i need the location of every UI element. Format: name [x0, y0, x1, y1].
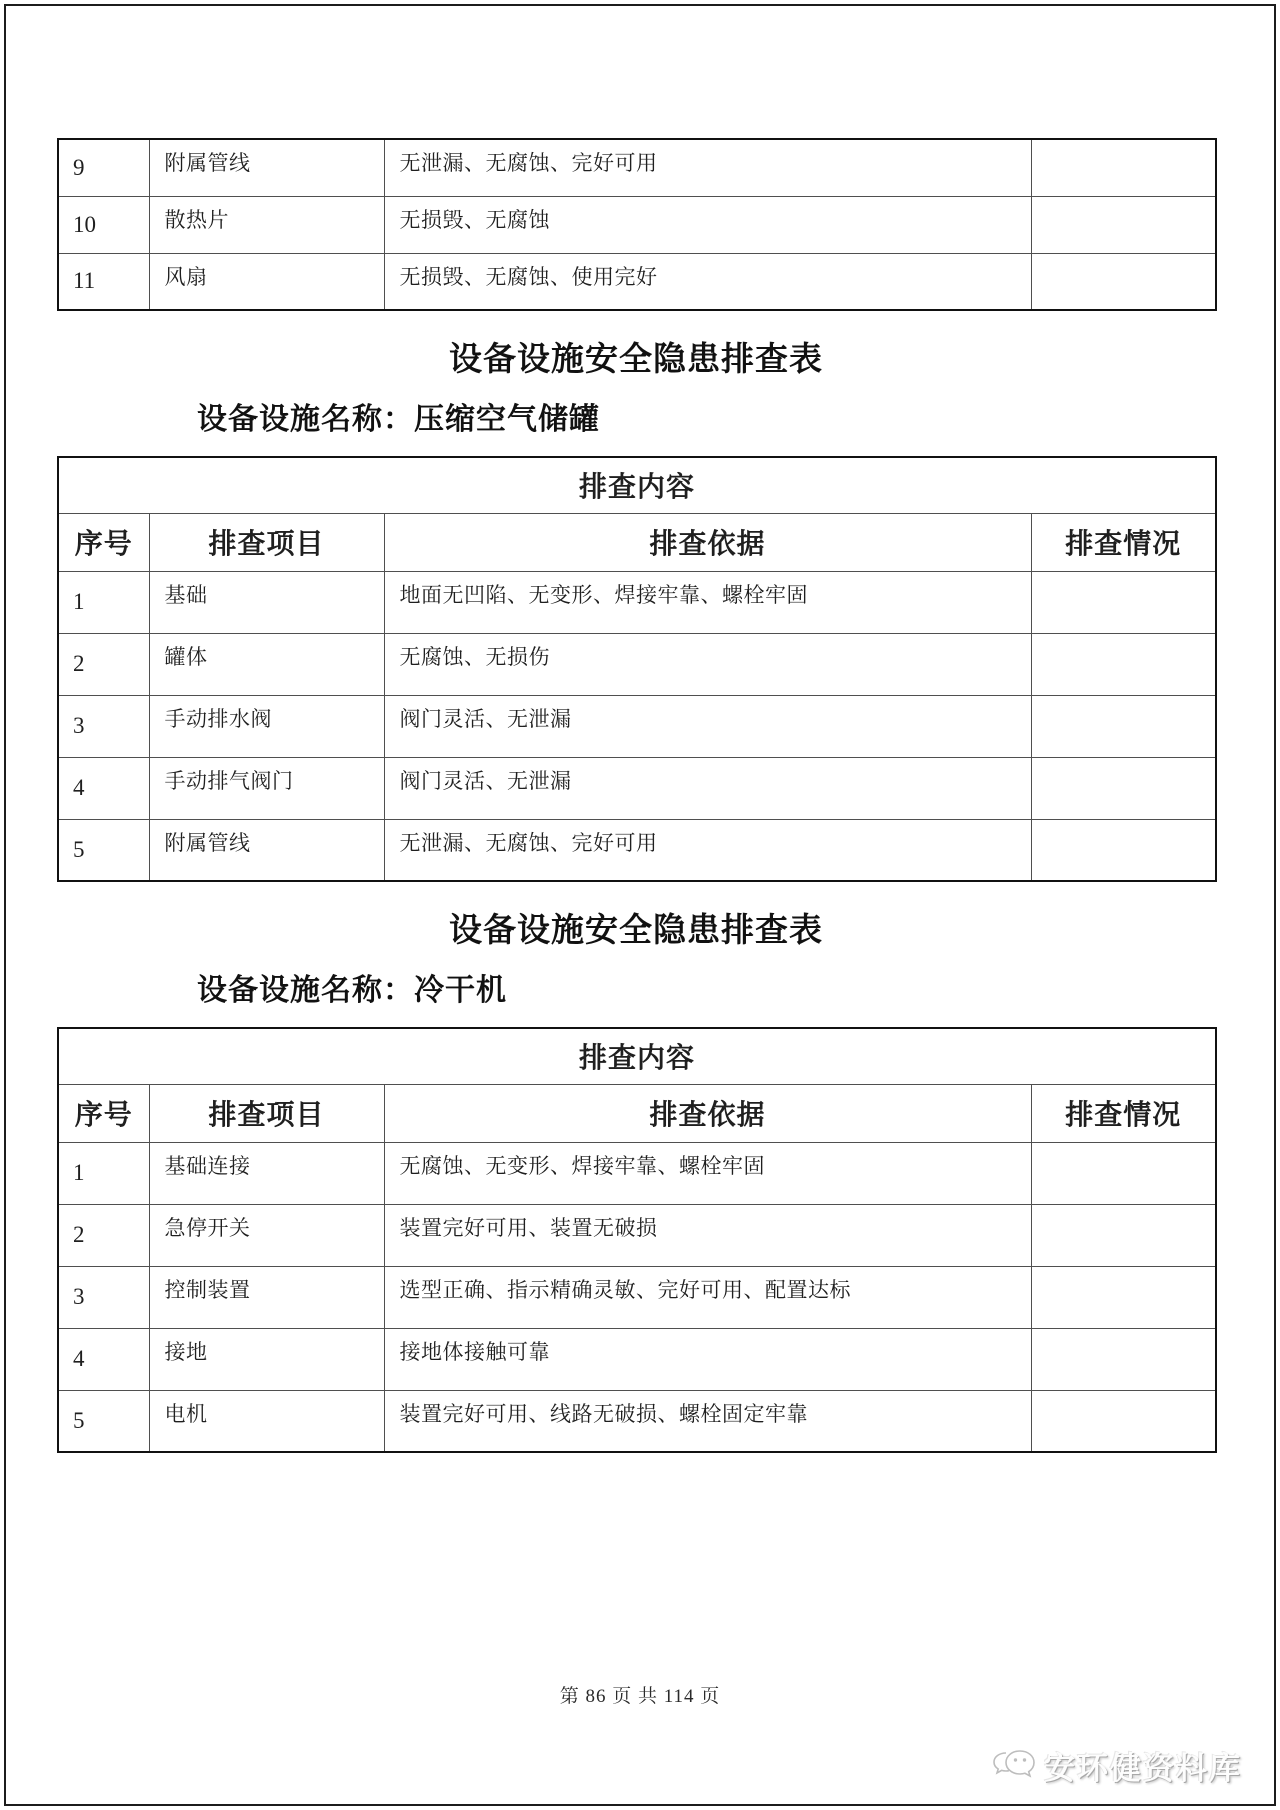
table-row — [58, 196, 1216, 253]
table-title: 设备设施安全隐患排查表 — [449, 340, 823, 377]
item-cell: 罐体 — [149, 633, 384, 695]
basis-cell: 阀门灵活、无泄漏 — [384, 695, 1031, 757]
table-row — [58, 1390, 1216, 1452]
row-number-cell: 4 — [58, 757, 149, 819]
column-header-no: 序号 — [58, 1084, 149, 1142]
column-header-item: 排查项目 — [149, 1084, 384, 1142]
item-cell: 附属管线 — [149, 139, 384, 196]
item-cell: 电机 — [149, 1390, 384, 1452]
situation-cell — [1031, 1204, 1216, 1266]
basis-cell: 无泄漏、无腐蚀、完好可用 — [384, 139, 1031, 196]
column-header-row — [58, 1084, 1216, 1142]
table-row — [58, 1266, 1216, 1328]
watermark — [992, 1743, 1242, 1788]
chat-bubbles-icon — [992, 1747, 1036, 1785]
table-row — [58, 1204, 1216, 1266]
situation-cell — [1031, 1328, 1216, 1390]
basis-cell: 接地体接触可靠 — [384, 1328, 1031, 1390]
column-header-basis: 排查依据 — [384, 513, 1031, 571]
basis-cell: 装置完好可用、线路无破损、螺栓固定牢靠 — [384, 1390, 1031, 1452]
basis-cell: 无腐蚀、无损伤 — [384, 633, 1031, 695]
item-cell: 基础 — [149, 571, 384, 633]
table-row — [58, 695, 1216, 757]
column-header-row — [58, 513, 1216, 571]
item-cell: 附属管线 — [149, 819, 384, 881]
situation-cell — [1031, 571, 1216, 633]
item-cell: 手动排气阀门 — [149, 757, 384, 819]
table-row — [58, 253, 1216, 310]
basis-cell: 无损毁、无腐蚀 — [384, 196, 1031, 253]
situation-cell — [1031, 1390, 1216, 1452]
row-number-cell: 2 — [58, 1204, 149, 1266]
situation-cell — [1031, 196, 1216, 253]
table-row — [58, 633, 1216, 695]
situation-cell — [1031, 139, 1216, 196]
basis-cell: 阀门灵活、无泄漏 — [384, 757, 1031, 819]
item-cell: 手动排水阀 — [149, 695, 384, 757]
row-number-cell: 9 — [58, 139, 149, 196]
basis-cell: 地面无凹陷、无变形、焊接牢靠、螺栓牢固 — [384, 571, 1031, 633]
row-number-cell: 11 — [58, 253, 149, 310]
table-row — [58, 1328, 1216, 1390]
content-header-cell: 排查内容 — [58, 457, 1216, 513]
inspection-table-air-tank — [57, 456, 1217, 882]
item-cell: 风扇 — [149, 253, 384, 310]
basis-cell: 无损毁、无腐蚀、使用完好 — [384, 253, 1031, 310]
situation-cell — [1031, 695, 1216, 757]
item-cell: 急停开关 — [149, 1204, 384, 1266]
merged-header-row — [58, 1028, 1216, 1084]
situation-cell — [1031, 253, 1216, 310]
inspection-table-dryer — [57, 1027, 1217, 1453]
column-header-item: 排查项目 — [149, 513, 384, 571]
page-content — [57, 138, 1215, 1453]
basis-cell: 无泄漏、无腐蚀、完好可用 — [384, 819, 1031, 881]
situation-cell — [1031, 633, 1216, 695]
row-number-cell: 5 — [58, 1390, 149, 1452]
situation-cell — [1031, 819, 1216, 881]
column-header-no: 序号 — [58, 513, 149, 571]
table-subtitle: 设备设施名称：冷干机 — [197, 974, 507, 1007]
column-header-situation: 排查情况 — [1031, 513, 1216, 571]
item-cell: 散热片 — [149, 196, 384, 253]
row-number-cell: 3 — [58, 695, 149, 757]
table-title: 设备设施安全隐患排查表 — [449, 911, 823, 948]
table-row — [58, 757, 1216, 819]
table-subtitle: 设备设施名称：压缩空气储罐 — [197, 403, 600, 436]
watermark-label: 安环健资料库 — [1044, 1751, 1242, 1786]
row-number-cell: 2 — [58, 633, 149, 695]
merged-header-row — [58, 457, 1216, 513]
table-row — [58, 139, 1216, 196]
column-header-situation: 排查情况 — [1031, 1084, 1216, 1142]
table-row — [58, 571, 1216, 633]
row-number-cell: 1 — [58, 571, 149, 633]
row-number-cell: 4 — [58, 1328, 149, 1390]
row-number-cell: 10 — [58, 196, 149, 253]
basis-cell: 装置完好可用、装置无破损 — [384, 1204, 1031, 1266]
table-row — [58, 1142, 1216, 1204]
basis-cell: 选型正确、指示精确灵敏、完好可用、配置达标 — [384, 1266, 1031, 1328]
row-number-cell: 5 — [58, 819, 149, 881]
situation-cell — [1031, 1266, 1216, 1328]
table-row — [58, 819, 1216, 881]
row-number-cell: 3 — [58, 1266, 149, 1328]
item-cell: 接地 — [149, 1328, 384, 1390]
page-number: 第 86 页 共 114 页 — [559, 1686, 721, 1707]
content-header-cell: 排查内容 — [58, 1028, 1216, 1084]
situation-cell — [1031, 757, 1216, 819]
row-number-cell: 1 — [58, 1142, 149, 1204]
basis-cell: 无腐蚀、无变形、焊接牢靠、螺栓牢固 — [384, 1142, 1031, 1204]
column-header-basis: 排查依据 — [384, 1084, 1031, 1142]
item-cell: 基础连接 — [149, 1142, 384, 1204]
situation-cell — [1031, 1142, 1216, 1204]
continuation-table — [57, 138, 1217, 311]
item-cell: 控制装置 — [149, 1266, 384, 1328]
